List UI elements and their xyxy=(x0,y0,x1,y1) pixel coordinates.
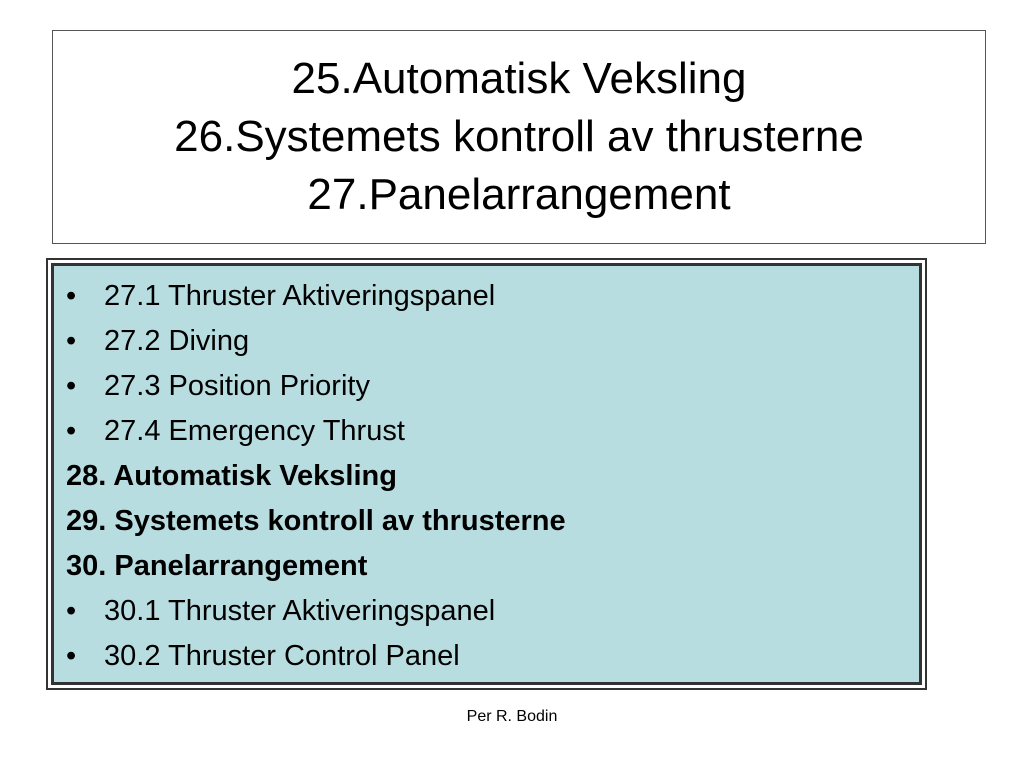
bullet-icon: • xyxy=(66,370,77,402)
content-list xyxy=(51,263,922,685)
title-line-2: 26.Systemets kontroll av thrusterne xyxy=(174,112,864,161)
bullet-icon: • xyxy=(66,595,77,627)
list-item-text: 30.2 Thruster Control Panel xyxy=(104,640,460,672)
section-heading: 28. Automatisk Veksling xyxy=(66,460,397,492)
slide-title-box xyxy=(52,30,986,244)
list-item xyxy=(66,274,919,319)
bullet-icon: • xyxy=(66,280,77,312)
section-heading: 30. Panelarrangement xyxy=(66,550,368,582)
content-frame xyxy=(46,258,927,690)
bullet-icon: • xyxy=(66,325,77,357)
title-line-3: 27.Panelarrangement xyxy=(307,170,731,219)
list-item-text: 27.2 Diving xyxy=(104,325,250,357)
list-item-text: 27.4 Emergency Thrust xyxy=(104,415,405,447)
bullet-icon: • xyxy=(66,415,77,447)
bullet-icon: • xyxy=(66,640,77,672)
list-item-text: 27.3 Position Priority xyxy=(104,370,370,402)
list-item-text: 27.1 Thruster Aktiveringspanel xyxy=(104,280,496,312)
list-item xyxy=(66,364,919,409)
list-item xyxy=(66,409,919,454)
footer-author: Per R. Bodin xyxy=(466,708,558,725)
list-item xyxy=(66,319,919,364)
section-heading: 29. Systemets kontroll av thrusterne xyxy=(66,505,566,537)
list-item xyxy=(66,589,919,634)
list-item xyxy=(66,634,919,679)
title-line-1: 25.Automatisk Veksling xyxy=(291,54,747,103)
list-item-text: 30.1 Thruster Aktiveringspanel xyxy=(104,595,496,627)
